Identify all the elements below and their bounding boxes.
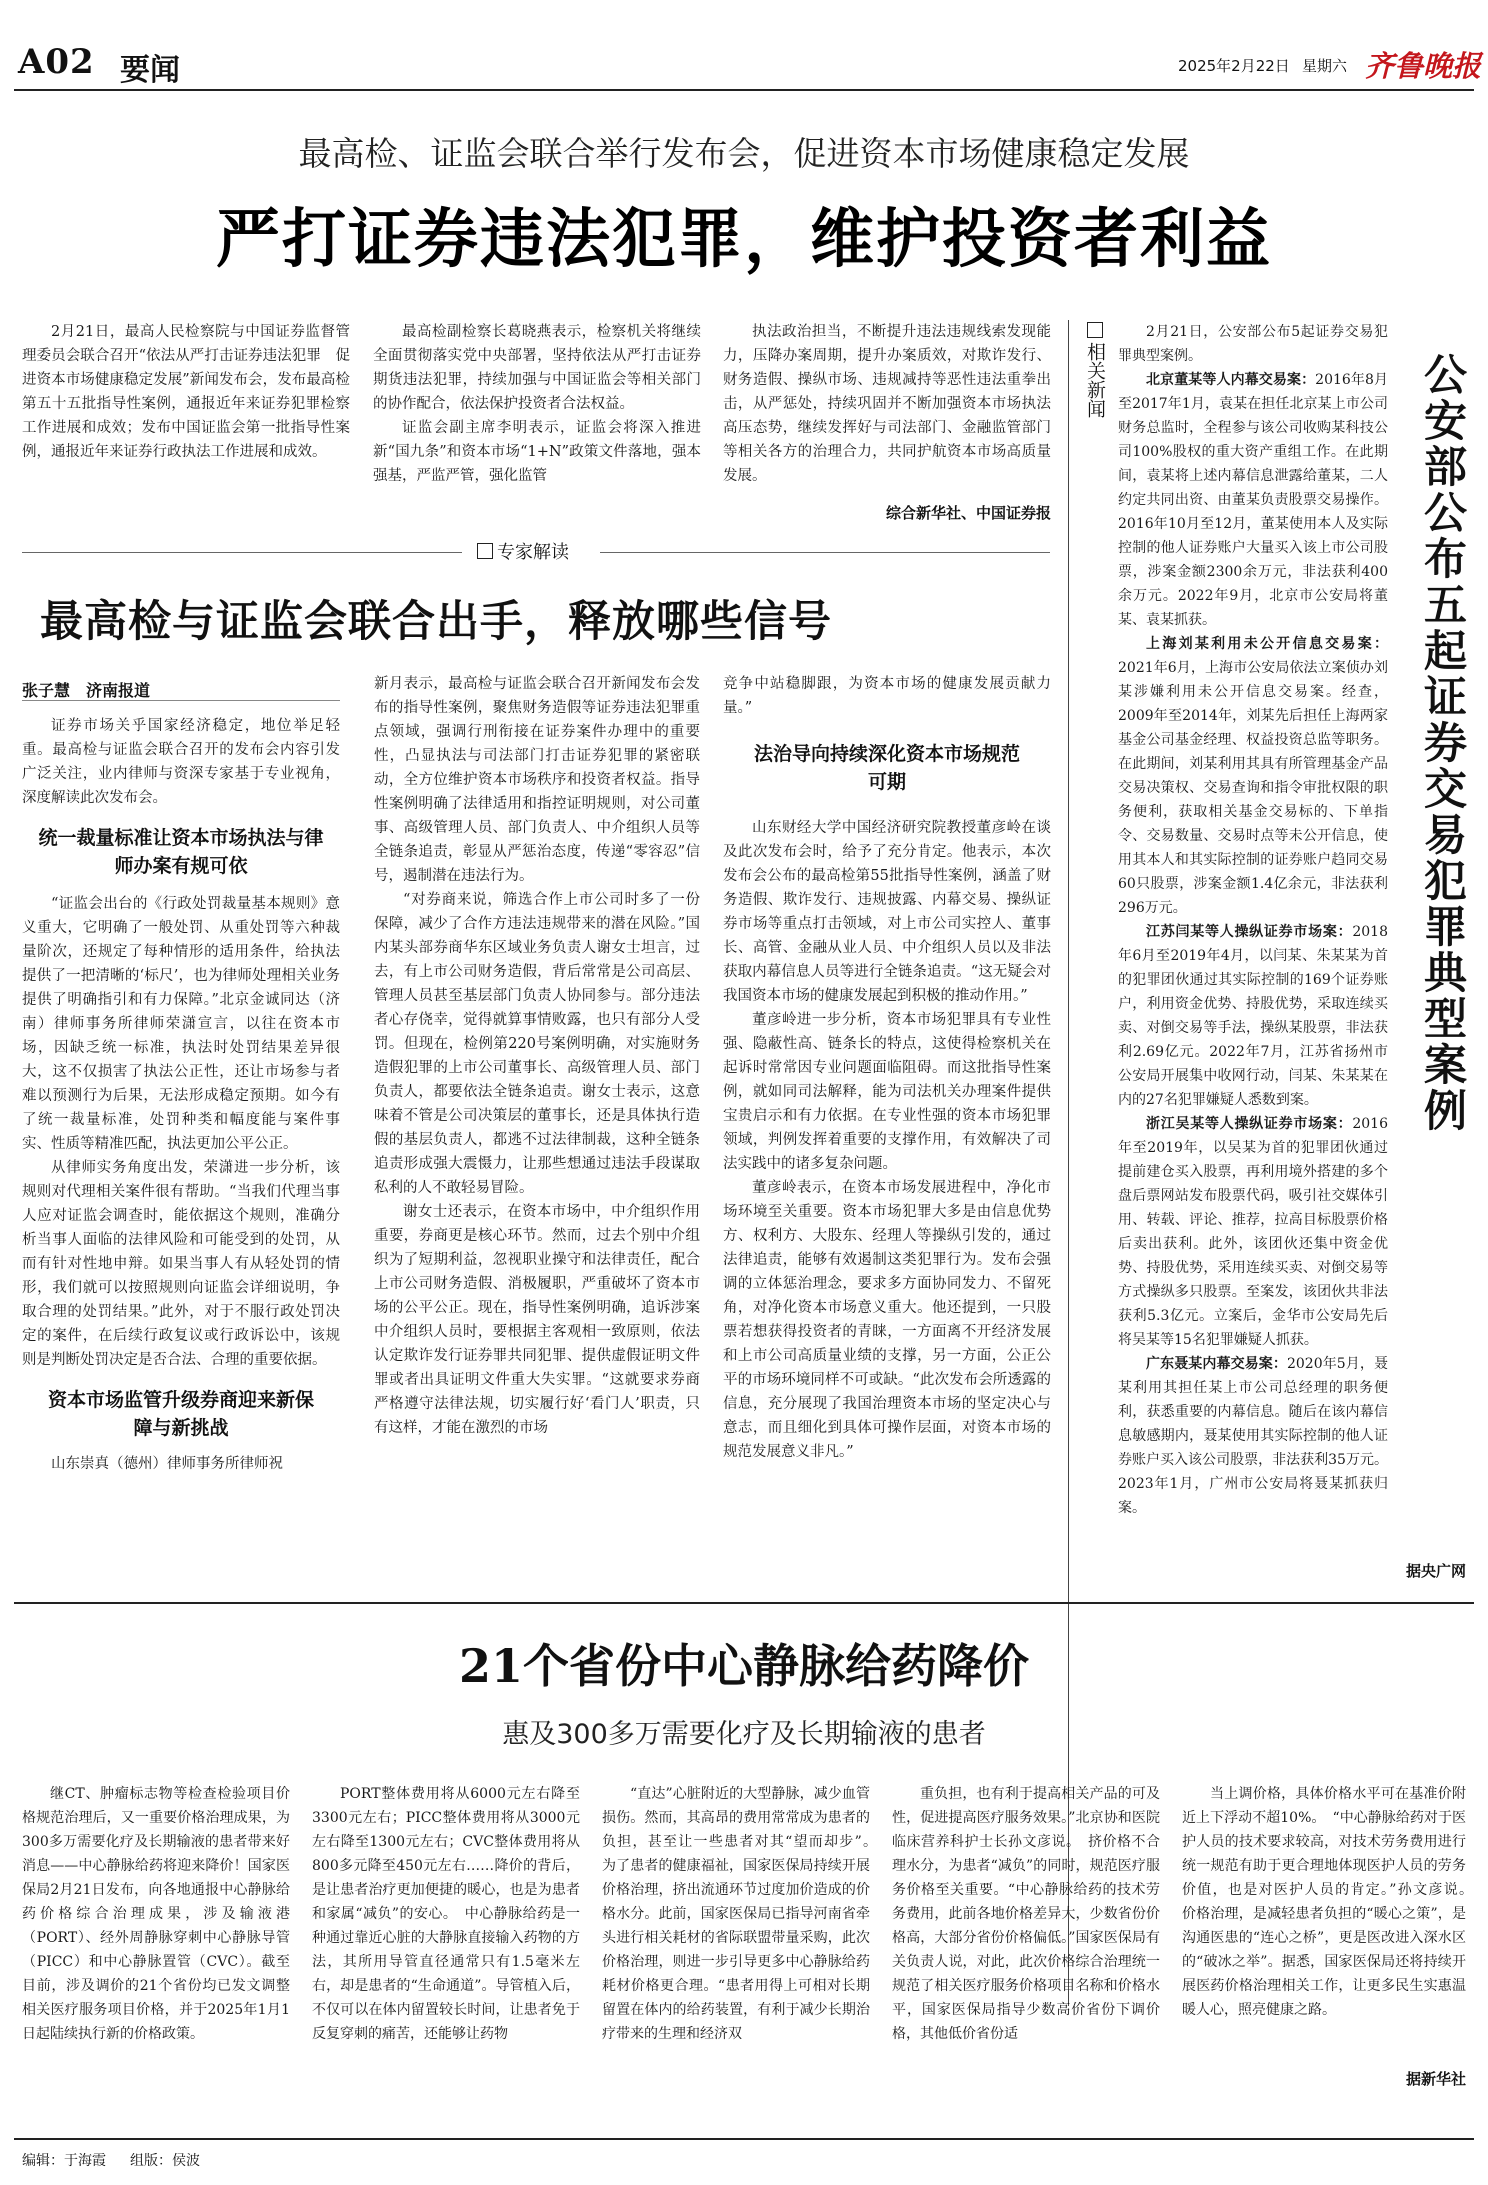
- case-4-title: 浙江吴某等人操纵证券市场案：: [1146, 1116, 1353, 1132]
- expert-rule-left: [22, 552, 462, 553]
- expert-tag: [477, 538, 569, 564]
- expert-col1: 证券市场关乎国家经济稳定，地位举足轻重。最高检与证监会联合召开的发布会内容引发广泛关注，业内律师与资深专家基于专业视角，深度解读此次发布会。 统一裁量标准让资本市场执法与律师办案有规可依 “证监会出台的《行政处罚裁量基本规则》意义重大，它明确了一般处罚、从重处罚等六种裁量阶次，还规定了每种情形的适用条件，给执法提供了一把清晰的‘标尺’，也为律师处理相关业务提供了明确指引和有力保障。”北京金诚同达（济南）律师事务所律师荣潇宣言，以往在资本市场，因缺乏统一标准，执法时处罚结果差异很大，这不仅损害了执法公正性，还让市场参与者难以预测行为后果，无法形成稳定预期。如今有了统一裁量标准，处罚种类和幅度能与案件事实、性质等精准匹配，执法更加公平公正。 从律师实务角度出发，荣潇进一步分析，该规则对代理相关案件很有帮助。“当我们代理当事人应对证监会调查时，能依据这个规则，准确分析当事人面临的法律风险和可能受到的处罚，从而有针对性地申辩。如果当事人有从轻处罚的情形，我们就可以按照规则向证监会详细说明，争取合理的处罚结果。”此外，对于不服行政处罚决定的案件，在后续行政复议或行政诉讼中，该规则是判断处罚决定是否合法、合理的重要依据。 资本市场监管升级券商迎来新保障与新挑战 山东崇真（德州）律师事务所律师祝: [22, 714, 340, 2004]
- story1-source: 综合新华社、中国证券报: [885, 504, 1051, 522]
- expert-subhead-2: 资本市场监管升级券商迎来新保障与新挑战: [47, 1389, 314, 1439]
- masthead-rule: [14, 89, 1474, 91]
- case-1-title: 北京董某等人内幕交易案：: [1146, 372, 1316, 388]
- expert-headline: 最高检与证监会联合出手，释放哪些信号: [40, 597, 832, 647]
- story2-col2: PORT整体费用将从6000元左右降至3300元左右；PICC整体费用将从3000元左右降至1300元左右；CVC整体费用将从800多元降至450元左右……降价的背后，是让患者治疗更加便捷的暖心，也是为患者和家属“减负”的安心。 中心静脉给药是一种通过靠近心脏的大静脉直接输入药物的方法，其所用导管直径通常只有1.5毫米左右，却是患者的“生命通道”。导管植入后，不仅可以在体内留置较长时间，让患者免于反复穿刺的痛苦，还能够让药物: [312, 1786, 580, 2042]
- story1-kicker: 最高检、证监会联合举行发布会，促进资本市场健康稳定发展: [298, 134, 1190, 173]
- masthead: [0, 0, 1488, 88]
- story1-col3: 执法政治担当，不断提升违法违规线索发现能力，压降办案周期，提升办案质效，对欺诈发行、财务造假、操纵市场、违规减持等恶性违法重拳出击，从严惩处，持续巩固并不断加强资本市场执法高压态势，继续发挥好与司法部门、金融监管部门等相关各方的治理合力，共同护航资本市场高质量发展。: [723, 324, 1051, 484]
- sidebar-headline: 公安部公布五起证券交易犯罪典型案例: [1417, 352, 1467, 1134]
- story2-col4: 重负担，也有利于提高相关产品的可及性，促进提高医疗服务效果。”北京协和医院临床营养科护士长孙文彦说。 挤价格不合理水分，为患者“减负”的同时，规范医疗服务价格至关重要。“中心静脉给药的技术劳务费用，此前各地价格差异大，少数省份价格高，大部分省份价格偏低。”国家医保局有关负责人说，对此，此次价格综合治理统一规范了相关医疗服务价格项目名称和价格水平，国家医保局指导少数高价省份下调价格，其他低价省份适: [892, 1786, 1160, 2042]
- story2-source: 据新华社: [1405, 2070, 1466, 2088]
- story2-headline: 21个省份中心静脉给药降价: [458, 1639, 1029, 1693]
- issue-date: 2025年2月22日: [1178, 57, 1290, 75]
- sidebar-source: 据央广网: [1290, 1560, 1466, 1581]
- sidebar-tag-label: 相关新闻: [1084, 342, 1106, 418]
- expert-intro: 证券市场关乎国家经济稳定，地位举足轻重。最高检与证监会联合召开的发布会内容引发广泛关注，业内律师与资深专家基于专业视角，深度解读此次发布会。: [22, 718, 340, 806]
- expert-tag-icon: [477, 543, 493, 559]
- case-5-title: 广东聂某内幕交易案：: [1146, 1356, 1287, 1372]
- page-code: A02: [18, 42, 95, 82]
- story2-rule: [14, 1602, 1474, 1604]
- story2-col5: 当上调价格，具体价格水平可在基准价附近上下浮动不超10%。 “中心静脉给药对于医护人员的技术要求较高，对技术劳务费用进行统一规范有助于更合理地体现医护人员的劳务价值，也是对医护人员的肯定。”孙文彦说。 价格治理，是减轻患者负担的“暖心之策”，是沟通医患的“连心之桥”，更是医改进入深水区的“破冰之举”。据悉，国家医保局还将持续开展医药价格治理相关工作，让更多民生实惠温暖人心，照亮健康之路。: [1182, 1786, 1480, 2018]
- story2-col1: 继CT、肿瘤标志物等检查检验项目价格规范治理后，又一重要价格治理成果，为300多万需要化疗及长期输液的患者带来好消息——中心静脉给药将迎来降价！国家医保局2月21日发布，向各地通报中心静脉给药价格综合治理成果，涉及输液港（PORT）、经外周静脉穿刺中心静脉导管（PICC）和中心静脉置管（CVC）。截至目前，涉及调价的21个省份均已发文调整相关医疗服务项目价格，并于2025年1月1日起陆续执行新的价格政策。: [22, 1786, 290, 2042]
- case-2-title: 上海刘某利用未公开信息交易案：: [1146, 636, 1388, 652]
- expert-subhead-3: 法治导向持续深化资本市场规范可期: [753, 743, 1020, 793]
- expert-tag-label: 专家解读: [497, 542, 569, 563]
- sidebar-tag-icon: [1087, 322, 1103, 338]
- story1-headline: 严打证券违法犯罪，维护投资者利益: [216, 202, 1272, 277]
- expert-byline: 张子慧 济南报道: [22, 681, 151, 700]
- story1-col1: 2月21日，最高人民检察院与中国证券监督管理委员会联合召开“依法从严打击证券违法犯罪 促进资本市场健康稳定发展”新闻发布会，发布最高检第五十五批指导性案例，通报近年来证券犯罪检察工作进展和成效；发布中国证监会第一批指导性案例，通报近年来证券行政执法工作进展和成效。: [22, 324, 350, 460]
- footer-layout: 组版：侯波: [130, 2153, 200, 2169]
- byline-rule: [22, 700, 340, 701]
- sidebar-body: 2月21日，公安部公布5起证券交易犯罪典型案例。 北京董某等人内幕交易案：2016年8月至2017年1月，袁某在担任北京某上市公司财务总监时，全程参与该公司收购某科技公司100%股权的重大资产重组工作。在此期间，袁某将上述内幕信息泄露给董某，二人约定共同出资、由董某负责股票交易操作。2016年10月至12月，董某使用本人及实际控制的他人证券账户大量买入该上市公司股票，涉案金额2300余万元，非法获利400余万元。2022年9月，北京市公安局将董某、袁某抓获。 上海刘某利用未公开信息交易案：2021年6月，上海市公安局依法立案侦办刘某涉嫌利用未公开信息交易案。经查，2009年至2014年，刘某先后担任上海两家基金公司基金经理、权益投资总监等职务。在此期间，刘某利用其具有所管理基金产品交易决策权、交易查询和指令审批权限的职务便利，获取相关基金交易标的、下单指令、交易数量、交易时点等未公开信息，使用其本人和其实际控制的证券账户趋同交易60只股票，涉案金额1.4亿余元，非法获利296万元。 江苏闫某等人操纵证券市场案：2018年6月至2019年4月，以闫某、朱某某为首的犯罪团伙通过其实际控制的169个证券账户，利用资金优势、持股优势，采取连续买卖、对倒交易等手法，操纵某股票，非法获利2.69亿元。2022年7月，江苏省扬州市公安局开展集中收网行动，闫某、朱某某在内的27名犯罪嫌疑人悉数到案。 浙江吴某等人操纵证券市场案：2016年至2019年，以吴某为首的犯罪团伙通过提前建仓买入股票，再利用境外搭建的多个盘后票网站发布股票代码，吸引社交媒体引用、转载、评论、推荐，拉高目标股票价格后卖出获利。此外，该团伙还集中资金优势、持股优势，采用连续买卖、对倒交易等方式操纵多只股票。至案发，该团伙共非法获利5.3亿元。立案后，金华市公安局先后将吴某等15名犯罪嫌疑人抓获。 广东聂某内幕交易案：2020年5月，聂某利用其担任某上市公司总经理的职务便利，获悉重要的内幕信息。随后在该内幕信息敏感期内，聂某使用其实际控制的他人证券账户买入该公司股票，非法获利35万元。2023年1月，广州市公安局将聂某抓获归案。: [1118, 324, 1388, 1516]
- expert-rule-right: [600, 552, 1050, 553]
- paper-logo: 齐鲁晚报: [1365, 49, 1482, 83]
- story1-col2: 最高检副检察长葛晓燕表示，检察机关将继续全面贯彻落实党中央部署，坚持依法从严打击证券期货违法犯罪，持续加强与中国证监会等相关部门的协作配合，依法保护投资者合法权益。 证监会副主席李明表示，证监会将深入推进新“国九条”和资本市场“1+N”政策文件落地，强本强基，严监严管，强化监管: [373, 324, 701, 484]
- section-name: 要闻: [120, 53, 180, 88]
- sidebar-divider: [1068, 320, 1069, 2006]
- case-3-title: 江苏闫某等人操纵证券市场案：: [1146, 924, 1353, 940]
- footer-editor: 编辑：于海霞: [22, 2153, 106, 2169]
- story2-subhead: 惠及300多万需要化疗及长期输液的患者: [502, 1719, 986, 1750]
- story2-col3: “直达”心脏附近的大型静脉，减少血管损伤。然而，其高昂的费用常常成为患者的负担，甚至让一些患者对其“望而却步”。 为了患者的健康福祉，国家医保局持续开展价格治理，挤出流通环节过度加价造成的价格水分。此前，国家医保局已指导河南省牵头进行相关耗材的省际联盟带量采购，此次价格治理，则进一步引导更多中心静脉给药耗材价格更合理。“患者用得上可相对长期留置在体内的给药装置，有利于减少长期治疗带来的生理和经济双: [602, 1786, 884, 2042]
- expert-col3: 竞争中站稳脚跟，为资本市场的健康发展贡献力量。” 法治导向持续深化资本市场规范可期 山东财经大学中国经济研究院教授董彦岭在谈及此次发布会时，给予了充分肯定。他表示，本次发布会公布的最高检第55批指导性案例，涵盖了财务造假、欺诈发行、违规披露、内幕交易、操纵证券市场等重点打击领域，对上市公司实控人、董事长、高管、金融从业人员、中介组织人员以及非法获取内幕信息人员等进行全链条追责。“这无疑会对我国资本市场的健康发展起到积极的推动作用。” 董彦岭进一步分析，资本市场犯罪具有专业性强、隐蔽性高、链条长的特点，这使得检察机关在起诉时常常因专业问题面临阻碍。而这批指导性案例，就如同司法解释，能为司法机关办理案件提供宝贵启示和有力依据。在专业性强的资本市场犯罪领域，判例发挥着重要的支撑作用，有效解决了司法实践中的诸多复杂问题。 董彦岭表示，在资本市场发展进程中，净化市场环境至关重要。资本市场犯罪大多是由信息优势方、权利方、大股东、经理人等操纵引发的，通过法律追责，能够有效遏制这类犯罪行为。发布会强调的立体惩治理念，要求多方面协同发力、不留死角，对净化资本市场意义重大。他还提到，一只股票若想获得投资者的青睐，一方面离不开经济发展和上市公司高质量业绩的支撑，另一方面，公正公平的市场环境同样不可或缺。“此次发布会所透露的信息，充分展现了我国治理资本市场的坚定决心与意志，而且细化到具体可操作层面，对资本市场的规范发展意义非凡。”: [723, 676, 1051, 1460]
- expert-subhead-1: 统一裁量标准让资本市场执法与律师办案有规可依: [38, 827, 324, 877]
- sidebar-tag: [1082, 322, 1108, 418]
- footer-rule: [14, 2138, 1474, 2140]
- expert-col2: 新月表示，最高检与证监会联合召开新闻发布会发布的指导性案例，聚焦财务造假等证券违法犯罪重点领域，强调行刑衔接在证券案件办理中的重要性，凸显执法与司法部门打击证券犯罪的紧密联动，全方位维护资本市场秩序和投资者权益。指导性案例明确了法律适用和指控证明规则，对公司董事、高级管理人员、部门负责人、中介组织人员等全链条追责，彰显从严惩治态度，传递“零容忍”信号，遏制潜在违法行为。 “对券商来说，筛选合作上市公司时多了一份保障，减少了合作方违法违规带来的潜在风险。”国内某头部券商华东区域业务负责人谢女士坦言，过去，有上市公司财务造假，背后常常是公司高层、管理人员甚至基层部门负责人协同参与。部分违法者心存侥幸，觉得就算事情败露，也只有部分人受罚。但现在，检例第220号案例明确，对实施财务造假犯罪的上市公司董事长、高级管理人员、部门负责人，都要依法全链条追责。谢女士表示，这意味着不管是公司决策层的董事长，还是具体执行造假的基层负责人，都逃不过法律制裁，这种全链条追责形成强大震慑力，让那些想通过违法手段谋取私利的人不敢轻易冒险。 谢女士还表示，在资本市场中，中介组织作用重要，券商更是核心环节。然而，过去个别中介组织为了短期利益，忽视职业操守和法律责任，配合上市公司财务造假、消极履职，严重破坏了资本市场的公平公正。现在，指导性案例明确，追诉涉案中介组织人员时，要根据主客观相一致原则，依法认定欺诈发行证券罪共同犯罪、提供虚假证明文件罪或者出具证明文件重大失实罪。“这就要求券商严格遵守法律法规，切实履行好‘看门人’职责，只有这样，才能在激烈的市场: [374, 676, 700, 1436]
- issue-weekday: 星期六: [1302, 57, 1348, 75]
